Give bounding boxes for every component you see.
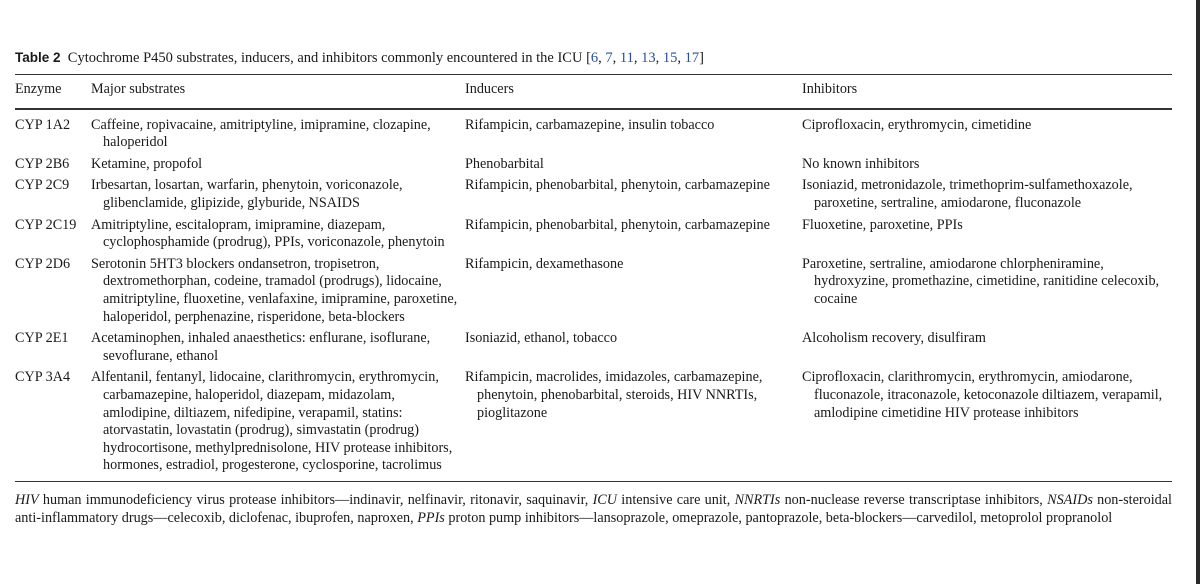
footnote-def: human immunodeficiency virus protease inhibitors—indinavir, nelfinavir, ritonavir, saquinavir, (38, 491, 593, 508)
cell-inhibitors: No known inhibitors (802, 155, 920, 172)
cell-enzyme: CYP 1A2 (15, 116, 71, 133)
citation-ref[interactable]: 17 (684, 50, 700, 66)
cell-enzyme: CYP 2E1 (15, 330, 69, 347)
header-inducers: Inducers (465, 81, 514, 97)
table-row (15, 215, 1172, 254)
cell-substrates: Serotonin 5HT3 blockers ondansetron, tropisetron, dextromethorphan, codeine, tramadol (prodrugs), lidocaine, amitriptyline, fluoxetine, venlafaxine, imipramine, paroxetine, haloperidol, perphenazine, risperidone, beta-blockers (91, 255, 458, 325)
cell-inducers: Rifampicin, macrolides, imidazoles, carbamazepine, phenytoin, phenobarbital, steroids, HIV NNRTIs, pioglitazone (465, 369, 763, 421)
cell-enzyme: CYP 2C19 (15, 216, 77, 233)
caption-text: Cytochrome P450 substrates, inducers, and inhibitors commonly encountered in the ICU [ (67, 50, 591, 66)
footnote-def: proton pump inhibitors—lansoprazole, omeprazole, pantoprazole, beta-blockers—carvedilol, metoprolol propranolol (444, 510, 1113, 527)
citation-ref[interactable]: 13 (641, 50, 656, 66)
header-inhibitors: Inhibitors (802, 81, 858, 97)
cell-substrates: Irbesartan, losartan, warfarin, phenytoin, voriconazole, glibenclamide, glipizide, glyburide, NSAIDS (91, 177, 403, 211)
cell-inducers: Phenobarbital (465, 155, 544, 172)
cell-inducers: Rifampicin, phenobarbital, phenytoin, carbamazepine (465, 177, 770, 194)
footnote-abbr: NSAIDs (1047, 491, 1093, 508)
cell-inhibitors: Ciprofloxacin, erythromycin, cimetidine (802, 116, 1032, 133)
cell-substrates: Caffeine, ropivacaine, amitriptyline, imipramine, clozapine, haloperidol (91, 116, 431, 151)
cell-inhibitors: Ciprofloxacin, clarithromycin, erythromycin, amiodarone, fluconazole, itraconazole, ketoconazole diltiazem, verapamil, amlodipine cimetidine HIV protease inhibitors (802, 369, 1163, 421)
table-caption: Table 2 Cytochrome P450 substrates, inducers, and inhibitors commonly encountered in the ICU [6, 7, 11, 13, 15, 17] (15, 50, 704, 66)
cyp450-table (15, 74, 1172, 482)
footnote-def: intensive care unit, (617, 491, 735, 508)
header-enzyme: Enzyme (15, 81, 62, 97)
table-row (15, 328, 1172, 367)
header-substrates: Major substrates (91, 81, 186, 97)
table-row (15, 154, 1172, 176)
footnote-abbr: HIV (15, 491, 39, 508)
cell-enzyme: CYP 3A4 (15, 369, 71, 386)
table-row (15, 175, 1172, 214)
cell-inhibitors: Alcoholism recovery, disulfiram (802, 330, 986, 347)
cell-inducers: Rifampicin, phenobarbital, phenytoin, carbamazepine (465, 216, 770, 233)
cell-enzyme: CYP 2D6 (15, 255, 71, 272)
cell-inducers: Rifampicin, dexamethasone (465, 255, 624, 272)
cell-inhibitors: Paroxetine, sertraline, amiodarone chlorpheniramine, hydroxyzine, promethazine, cimetidine, ranitidine celecoxib, cocaine (802, 255, 1160, 307)
page-edge-border (1196, 0, 1200, 584)
cell-enzyme: CYP 2B6 (15, 155, 70, 172)
cell-substrates: Ketamine, propofol (91, 155, 203, 172)
cell-substrates: Amitriptyline, escitalopram, imipramine, diazepam, cyclophosphamide (prodrug), PPIs, voriconazole, phenytoin (91, 216, 445, 251)
table-label: Table 2 (15, 50, 61, 65)
table-row (15, 254, 1172, 328)
citation-ref[interactable]: 11 (619, 50, 634, 66)
cell-substrates: Acetaminophen, inhaled anaesthetics: enflurane, isoflurane, sevoflurane, ethanol (91, 330, 431, 364)
table-row (15, 109, 1172, 154)
cell-enzyme: CYP 2C9 (15, 177, 70, 194)
table-figure (15, 48, 1172, 528)
cell-inducers: Rifampicin, carbamazepine, insulin tobacco (465, 116, 715, 133)
footnote-def: non-steroidal anti-inflammatory drugs—celecoxib, diclofenac, ibuprofen, naproxen, (15, 491, 1172, 527)
table-footnote (15, 491, 1172, 528)
citation-ref[interactable]: 6 (590, 50, 599, 66)
footnote-abbr: NNRTIs (734, 491, 781, 508)
table-row (15, 367, 1172, 481)
footnote-def: non-nuclease reverse transcriptase inhibitors, (780, 491, 1048, 508)
cell-inducers: Isoniazid, ethanol, tobacco (465, 330, 618, 347)
table-header-row (15, 75, 1172, 109)
cell-substrates: Alfentanil, fentanyl, lidocaine, clarithromycin, erythromycin, carbamazepine, haloperidol, diazepam, midazolam, amlodipine, diltiazem, nifedipine, verapamil, statins: atorvastatin, lovastatin (prodrug), simvastatin (prodrug) hydrocortisone, methylprednisolone, HIV protease inhibitors, hormones, estradiol, progesterone, cyclosporine, tacrolimus (91, 369, 453, 474)
citation-ref[interactable]: 7 (605, 50, 613, 66)
footnote-abbr: PPIs (417, 510, 445, 527)
cell-inhibitors: Fluoxetine, paroxetine, PPIs (802, 216, 963, 233)
citation-ref[interactable]: 15 (662, 50, 678, 66)
cell-inhibitors: Isoniazid, metronidazole, trimethoprim-sulfamethoxazole, paroxetine, sertraline, amiodarone, fluconazole (802, 177, 1133, 211)
footnote-abbr: ICU (592, 491, 618, 508)
